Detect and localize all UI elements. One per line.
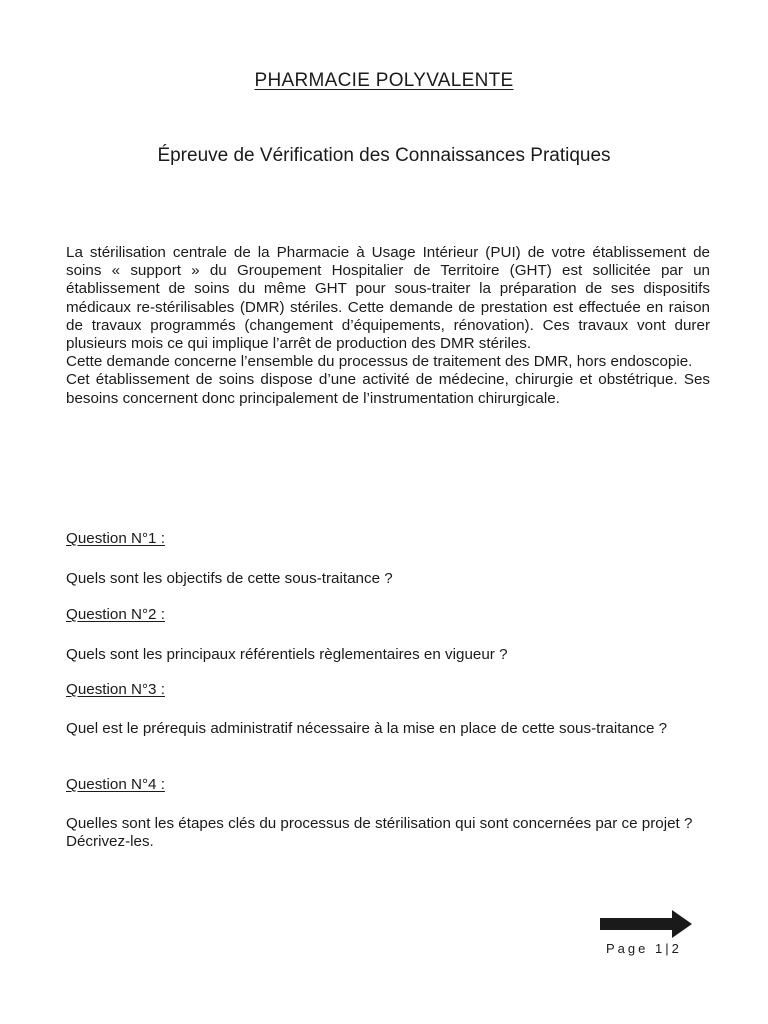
question-text-line: Quels sont les principaux référentiels règlementaires en vigueur ?	[66, 646, 508, 663]
document-subtitle: Épreuve de Vérification des Connaissances Pratiques	[157, 145, 611, 166]
question-4-label: Question N°4 :	[66, 776, 165, 793]
question-2-label: Question N°2 :	[66, 606, 165, 623]
intro-section	[66, 244, 710, 408]
page-number: Page 1|2	[606, 941, 682, 956]
document-title-text: PHARMACIE POLYVALENTE	[254, 70, 514, 91]
question-3-text	[66, 720, 708, 738]
question-4-text	[66, 815, 706, 851]
question-text-line: Quels sont les objectifs de cette sous-traitance ?	[66, 570, 393, 587]
question-2-text	[66, 646, 708, 664]
intro-paragraph: La stérilisation centrale de la Pharmacie à Usage Intérieur (PUI) de votre établissement de soins « support » du Groupement Hospitalier de Territoire (GHT) est sollicitée par un établissement de soins du même GHT pour sous-traiter la préparation de ses dispositifs médicaux re-stérilisables (DMR) stériles. Cette demande de prestation est effectuée en raison de travaux programmés (changement d’équipements, rénovation). Ces travaux vont durer plusieurs mois ce qui implique l’arrêt de production des DMR stériles.	[66, 244, 710, 353]
question-3-label: Question N°3 :	[66, 681, 165, 698]
question-1-label: Question N°1 :	[66, 530, 165, 547]
intro-paragraph: Cet établissement de soins dispose d’une activité de médecine, chirurgie et obstétrique. Ses besoins concernent donc principalement de l’instrumentation chirurgicale.	[66, 371, 710, 407]
question-text-line: Décrivez-les.	[66, 833, 154, 851]
question-text-line: Quel est le prérequis administratif nécessaire à la mise en place de cette sous-traitance ?	[66, 720, 668, 737]
question-1-text	[66, 570, 708, 588]
question-text-line: Quelles sont les étapes clés du processus de stérilisation qui sont concernées par ce projet ?	[66, 815, 693, 832]
document-title	[0, 70, 768, 92]
intro-paragraph: Cette demande concerne l’ensemble du processus de traitement des DMR, hors endoscopie.	[66, 353, 693, 371]
right-arrow-icon[interactable]	[600, 910, 692, 938]
